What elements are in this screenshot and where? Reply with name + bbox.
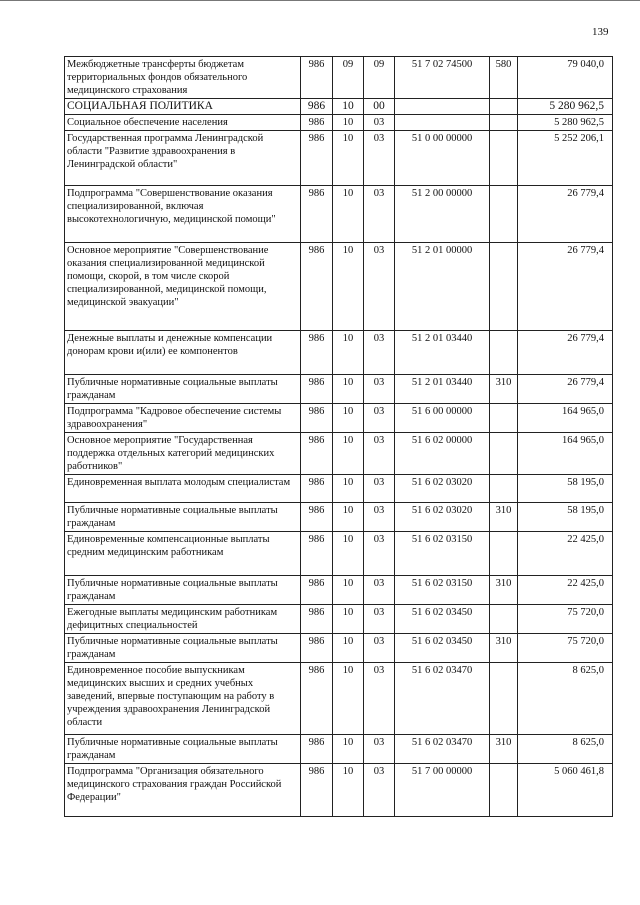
section-code-cell: 10 xyxy=(333,375,364,404)
row-name-cell: Социальное обеспечение населения xyxy=(65,115,301,131)
target-article-cell: 51 6 02 03150 xyxy=(395,532,490,576)
section-code-cell: 10 xyxy=(333,663,364,735)
table-row xyxy=(65,57,613,99)
subsection-code-cell: 03 xyxy=(364,243,395,331)
table-row xyxy=(65,186,613,243)
table-row xyxy=(65,375,613,404)
expense-type-cell xyxy=(490,131,518,186)
ministry-code-cell: 986 xyxy=(301,663,333,735)
amount-cell: 164 965,0 xyxy=(518,433,613,475)
amount-cell: 5 280 962,5 xyxy=(518,99,613,115)
amount-cell: 58 195,0 xyxy=(518,503,613,532)
target-article-cell: 51 7 02 74500 xyxy=(395,57,490,99)
target-article-cell xyxy=(395,115,490,131)
subsection-code-cell: 03 xyxy=(364,331,395,375)
amount-cell: 5 280 962,5 xyxy=(518,115,613,131)
ministry-code-cell: 986 xyxy=(301,634,333,663)
expense-type-cell xyxy=(490,404,518,433)
table-row xyxy=(65,605,613,634)
section-code-cell: 09 xyxy=(333,57,364,99)
table-row xyxy=(65,404,613,433)
row-name-cell: Подпрограмма "Организация обязательного медицинского страхования граждан Российской Федерации" xyxy=(65,764,301,817)
target-article-cell: 51 6 02 03020 xyxy=(395,475,490,503)
row-name-cell: Межбюджетные трансферты бюджетам территориальных фондов обязательного медицинского страхования xyxy=(65,57,301,99)
ministry-code-cell: 986 xyxy=(301,115,333,131)
target-article-cell: 51 6 02 03470 xyxy=(395,735,490,764)
table-row xyxy=(65,735,613,764)
subsection-code-cell: 03 xyxy=(364,634,395,663)
expense-type-cell: 310 xyxy=(490,576,518,605)
table-row xyxy=(65,475,613,503)
table-row xyxy=(65,433,613,475)
amount-cell: 79 040,0 xyxy=(518,57,613,99)
section-code-cell: 10 xyxy=(333,735,364,764)
expense-type-cell: 580 xyxy=(490,57,518,99)
row-name-cell: Основное мероприятие "Государственная поддержка отдельных категорий медицинских работников" xyxy=(65,433,301,475)
expense-type-cell: 310 xyxy=(490,735,518,764)
row-name-cell: Подпрограмма "Кадровое обеспечение системы здравоохранения" xyxy=(65,404,301,433)
table-row xyxy=(65,503,613,532)
section-code-cell: 10 xyxy=(333,475,364,503)
target-article-cell: 51 2 01 03440 xyxy=(395,375,490,404)
section-code-cell: 10 xyxy=(333,404,364,433)
subsection-code-cell: 03 xyxy=(364,475,395,503)
expense-type-cell: 310 xyxy=(490,634,518,663)
subsection-code-cell: 03 xyxy=(364,433,395,475)
target-article-cell: 51 2 01 03440 xyxy=(395,331,490,375)
expense-type-cell xyxy=(490,186,518,243)
table-row xyxy=(65,131,613,186)
expense-type-cell xyxy=(490,115,518,131)
table-row xyxy=(65,331,613,375)
row-name-cell: Единовременные компенсационные выплаты средним медицинским работникам xyxy=(65,532,301,576)
target-article-cell: 51 7 00 00000 xyxy=(395,764,490,817)
ministry-code-cell: 986 xyxy=(301,331,333,375)
subsection-code-cell: 03 xyxy=(364,186,395,243)
row-name-cell: Основное мероприятие "Совершенствование оказания специализированной медицинской помощи, скорой, в том числе скорой специализированной, медицинской помощи, медицинской эвакуации" xyxy=(65,243,301,331)
section-code-cell: 10 xyxy=(333,331,364,375)
table-row xyxy=(65,764,613,817)
row-name-cell: Публичные нормативные социальные выплаты гражданам xyxy=(65,375,301,404)
ministry-code-cell: 986 xyxy=(301,475,333,503)
row-name-cell: Подпрограмма "Совершенствование оказания специализированной, включая высокотехнологичную, медицинской помощи" xyxy=(65,186,301,243)
amount-cell: 164 965,0 xyxy=(518,404,613,433)
amount-cell: 22 425,0 xyxy=(518,532,613,576)
subsection-code-cell: 03 xyxy=(364,735,395,764)
section-code-cell: 10 xyxy=(333,764,364,817)
page-number: 139 xyxy=(592,26,609,38)
target-article-cell xyxy=(395,99,490,115)
section-code-cell: 10 xyxy=(333,576,364,605)
section-code-cell: 10 xyxy=(333,433,364,475)
row-name-cell: Денежные выплаты и денежные компенсации донорам крови и(или) ее компонентов xyxy=(65,331,301,375)
expense-type-cell xyxy=(490,331,518,375)
table-row xyxy=(65,663,613,735)
scan-top-edge xyxy=(0,0,640,4)
ministry-code-cell: 986 xyxy=(301,605,333,634)
expense-type-cell xyxy=(490,663,518,735)
subsection-code-cell: 03 xyxy=(364,532,395,576)
section-code-cell: 10 xyxy=(333,131,364,186)
row-name-cell: Публичные нормативные социальные выплаты гражданам xyxy=(65,735,301,764)
section-code-cell: 10 xyxy=(333,532,364,576)
amount-cell: 26 779,4 xyxy=(518,331,613,375)
subsection-code-cell: 03 xyxy=(364,115,395,131)
ministry-code-cell: 986 xyxy=(301,404,333,433)
target-article-cell: 51 6 00 00000 xyxy=(395,404,490,433)
ministry-code-cell: 986 xyxy=(301,131,333,186)
expense-type-cell xyxy=(490,475,518,503)
subsection-code-cell: 00 xyxy=(364,99,395,115)
table-row xyxy=(65,532,613,576)
row-name-cell: Публичные нормативные социальные выплаты гражданам xyxy=(65,503,301,532)
row-name-cell: Ежегодные выплаты медицинским работникам дефицитных специальностей xyxy=(65,605,301,634)
row-name-cell: Единовременное пособие выпускникам медицинских высших и средних учебных заведений, впервые поступающим на работу в учреждения здравоохранения Ленинградской области xyxy=(65,663,301,735)
target-article-cell: 51 6 02 03450 xyxy=(395,605,490,634)
ministry-code-cell: 986 xyxy=(301,186,333,243)
ministry-code-cell: 986 xyxy=(301,99,333,115)
table-row xyxy=(65,99,613,115)
row-name-cell: Единовременная выплата молодым специалистам xyxy=(65,475,301,503)
expense-type-cell xyxy=(490,764,518,817)
section-code-cell: 10 xyxy=(333,243,364,331)
ministry-code-cell: 986 xyxy=(301,532,333,576)
target-article-cell: 51 2 00 00000 xyxy=(395,186,490,243)
section-code-cell: 10 xyxy=(333,115,364,131)
section-code-cell: 10 xyxy=(333,605,364,634)
amount-cell: 8 625,0 xyxy=(518,663,613,735)
amount-cell: 8 625,0 xyxy=(518,735,613,764)
target-article-cell: 51 6 02 00000 xyxy=(395,433,490,475)
subsection-code-cell: 03 xyxy=(364,764,395,817)
row-name-cell: Публичные нормативные социальные выплаты гражданам xyxy=(65,634,301,663)
expense-type-cell: 310 xyxy=(490,503,518,532)
row-name-cell: Государственная программа Ленинградской области "Развитие здравоохранения в Ленинградской области" xyxy=(65,131,301,186)
ministry-code-cell: 986 xyxy=(301,433,333,475)
target-article-cell: 51 6 02 03150 xyxy=(395,576,490,605)
section-code-cell: 10 xyxy=(333,186,364,243)
amount-cell: 75 720,0 xyxy=(518,634,613,663)
amount-cell: 5 252 206,1 xyxy=(518,131,613,186)
target-article-cell: 51 2 01 00000 xyxy=(395,243,490,331)
amount-cell: 75 720,0 xyxy=(518,605,613,634)
ministry-code-cell: 986 xyxy=(301,764,333,817)
ministry-code-cell: 986 xyxy=(301,576,333,605)
target-article-cell: 51 6 02 03450 xyxy=(395,634,490,663)
expense-type-cell xyxy=(490,532,518,576)
row-name-cell: Публичные нормативные социальные выплаты гражданам xyxy=(65,576,301,605)
expense-type-cell xyxy=(490,605,518,634)
subsection-code-cell: 03 xyxy=(364,375,395,404)
subsection-code-cell: 09 xyxy=(364,57,395,99)
ministry-code-cell: 986 xyxy=(301,503,333,532)
expense-type-cell xyxy=(490,433,518,475)
target-article-cell: 51 0 00 00000 xyxy=(395,131,490,186)
table-body xyxy=(65,57,613,817)
ministry-code-cell: 986 xyxy=(301,735,333,764)
row-name-cell: СОЦИАЛЬНАЯ ПОЛИТИКА xyxy=(65,99,301,115)
subsection-code-cell: 03 xyxy=(364,404,395,433)
section-code-cell: 10 xyxy=(333,99,364,115)
expense-type-cell xyxy=(490,243,518,331)
ministry-code-cell: 986 xyxy=(301,243,333,331)
amount-cell: 5 060 461,8 xyxy=(518,764,613,817)
table-row xyxy=(65,115,613,131)
table-row xyxy=(65,243,613,331)
table-row xyxy=(65,576,613,605)
amount-cell: 26 779,4 xyxy=(518,375,613,404)
ministry-code-cell: 986 xyxy=(301,57,333,99)
section-code-cell: 10 xyxy=(333,503,364,532)
target-article-cell: 51 6 02 03470 xyxy=(395,663,490,735)
subsection-code-cell: 03 xyxy=(364,663,395,735)
table-row xyxy=(65,634,613,663)
section-code-cell: 10 xyxy=(333,634,364,663)
amount-cell: 58 195,0 xyxy=(518,475,613,503)
amount-cell: 22 425,0 xyxy=(518,576,613,605)
amount-cell: 26 779,4 xyxy=(518,243,613,331)
subsection-code-cell: 03 xyxy=(364,131,395,186)
budget-table xyxy=(64,56,613,817)
subsection-code-cell: 03 xyxy=(364,605,395,634)
expense-type-cell xyxy=(490,99,518,115)
subsection-code-cell: 03 xyxy=(364,503,395,532)
subsection-code-cell: 03 xyxy=(364,576,395,605)
expense-type-cell: 310 xyxy=(490,375,518,404)
target-article-cell: 51 6 02 03020 xyxy=(395,503,490,532)
amount-cell: 26 779,4 xyxy=(518,186,613,243)
ministry-code-cell: 986 xyxy=(301,375,333,404)
